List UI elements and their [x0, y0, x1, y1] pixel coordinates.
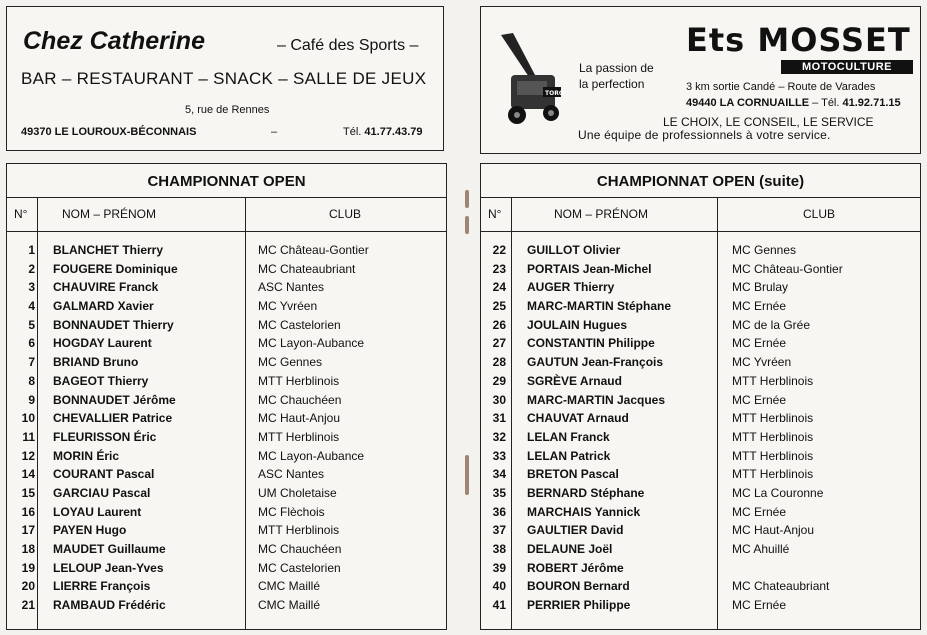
table-row	[481, 542, 920, 561]
table-row	[7, 561, 446, 580]
rider-name: ROBERT Jérôme	[527, 560, 624, 575]
table-row	[7, 374, 446, 393]
ad-phone-number: 41.92.71.15	[842, 97, 901, 109]
table-row	[7, 486, 446, 505]
row-number: 4	[28, 299, 35, 314]
rider-name: LOYAU Laurent	[53, 504, 142, 519]
table-row	[481, 355, 920, 374]
table-row	[481, 243, 920, 262]
table-row	[7, 393, 446, 412]
ad-brand-prefix: Ets	[686, 21, 746, 59]
row-number: 41	[492, 598, 506, 613]
rider-name: SGRÈVE Arnaud	[527, 373, 622, 388]
staple-mark	[465, 455, 469, 495]
rider-name: GARCIAU Pascal	[53, 485, 151, 500]
lawn-mower-icon	[495, 31, 565, 131]
table-row	[7, 411, 446, 430]
row-number: 2	[28, 261, 35, 276]
ad-phone-number: 41.77.43.79	[364, 126, 423, 138]
table-row	[481, 299, 920, 318]
table-row	[7, 467, 446, 486]
ad-brand-name: MOSSET	[757, 21, 911, 59]
rider-name: BAGEOT Thierry	[53, 373, 149, 388]
club-name: MC Chateaubriant	[258, 261, 356, 276]
club-name: MC Gennes	[258, 355, 323, 370]
ad-separator: –	[271, 126, 278, 138]
club-name: MC La Couronne	[732, 485, 824, 500]
row-number: 35	[492, 485, 506, 500]
row-number: 3	[28, 280, 35, 295]
row-number: 12	[21, 448, 35, 463]
staple-mark	[465, 190, 469, 208]
row-number: 11	[22, 429, 35, 444]
ranking-table-left	[6, 163, 447, 630]
row-number: 20	[21, 579, 35, 594]
row-number: 25	[492, 299, 506, 314]
table-row	[7, 280, 446, 299]
row-number: 6	[28, 336, 35, 351]
table-row	[7, 243, 446, 262]
rider-name: CHAUVIRE Franck	[53, 280, 159, 295]
row-number: 21	[21, 598, 35, 613]
table-title: CHAMPIONNAT OPEN (suite)	[596, 173, 805, 190]
ad-tagline-2: la perfection	[579, 77, 645, 91]
row-number: 40	[492, 579, 506, 594]
rider-name: BRIAND Bruno	[53, 355, 139, 370]
rider-name: LELOUP Jean-Yves	[53, 560, 164, 575]
table-row	[481, 579, 920, 598]
rider-name: CHAUVAT Arnaud	[527, 411, 629, 426]
rider-name: CONSTANTIN Philippe	[527, 336, 655, 351]
table-header	[7, 197, 446, 232]
ad-phone-label: – Tél.	[812, 97, 840, 109]
ad-tagline-1: La passion de	[579, 61, 654, 75]
header-number: N°	[488, 207, 502, 221]
club-name: MC Chateaubriant	[732, 579, 830, 594]
rider-name: DELAUNE Joël	[527, 542, 613, 556]
row-number: 32	[492, 429, 506, 444]
ad-city: 49440 LA CORNUAILLE	[686, 97, 810, 109]
club-name: MC Ernée	[732, 598, 787, 613]
table-row	[7, 598, 446, 617]
rider-name: HOGDAY Laurent	[53, 336, 152, 351]
row-number: 15	[21, 485, 35, 500]
table-body	[481, 243, 920, 617]
table-row	[7, 542, 446, 561]
table-row	[7, 262, 446, 281]
row-number: 17	[21, 523, 35, 538]
club-name: MTT Herblinois	[732, 467, 814, 482]
ad-slogan-2: Une équipe de professionnels à votre service.	[578, 128, 831, 142]
club-name: MC Gennes	[732, 243, 797, 257]
ad-location: 3 km sortie Candé – Route de Varades	[686, 81, 876, 93]
table-row	[481, 523, 920, 542]
rider-name: MARC-MARTIN Jacques	[527, 392, 666, 407]
table-row	[481, 336, 920, 355]
row-number: 27	[492, 336, 506, 351]
rider-name: BLANCHET Thierry	[53, 243, 164, 257]
staple-mark	[465, 216, 469, 234]
club-name: MC Ahuillé	[732, 542, 790, 556]
table-row	[7, 523, 446, 542]
club-name: ASC Nantes	[258, 280, 325, 295]
ad-city: 49370 LE LOUROUX-BÉCONNAIS	[21, 126, 197, 138]
row-number: 38	[492, 542, 506, 556]
table-row	[481, 374, 920, 393]
rider-name: PORTAIS Jean-Michel	[527, 261, 652, 276]
table-header	[481, 197, 920, 232]
club-name: MC Flèchois	[258, 504, 325, 519]
club-name: MTT Herblinois	[732, 411, 814, 426]
club-name: MC Yvréen	[258, 299, 318, 314]
table-row	[7, 336, 446, 355]
rider-name: BOURON Bernard	[527, 579, 630, 594]
club-name: MC Ernée	[732, 504, 787, 519]
ad-brand	[686, 21, 911, 59]
rider-name: PAYEN Hugo	[53, 523, 127, 538]
table-row	[481, 505, 920, 524]
header-name: NOM – PRÉNOM	[62, 207, 157, 221]
row-number: 18	[21, 542, 35, 556]
ad-phone	[343, 126, 423, 138]
rider-name: LIERRE François	[53, 579, 151, 594]
table-row	[481, 561, 920, 580]
club-name: MTT Herblinois	[258, 429, 340, 444]
club-name: MC Château-Gontier	[732, 261, 843, 276]
rider-name: AUGER Thierry	[527, 280, 615, 295]
club-name: MC de la Grée	[732, 317, 811, 332]
ad-slogan-1: LE CHOIX, LE CONSEIL, LE SERVICE	[663, 115, 874, 129]
club-name: MC Castelorien	[258, 317, 341, 332]
table-row	[481, 449, 920, 468]
ad-city-phone	[686, 97, 901, 109]
club-name: CMC Maillé	[258, 579, 321, 594]
row-number: 23	[492, 261, 506, 276]
table-row	[7, 318, 446, 337]
row-number: 33	[492, 448, 506, 463]
club-name: MTT Herblinois	[732, 429, 814, 444]
table-row	[7, 430, 446, 449]
row-number: 19	[21, 560, 35, 575]
club-name: MC Château-Gontier	[258, 243, 369, 257]
club-name: MC Brulay	[732, 280, 789, 295]
club-name: MTT Herblinois	[732, 448, 814, 463]
row-number: 28	[492, 355, 506, 370]
club-name: MC Chauchéen	[258, 392, 342, 407]
row-number: 16	[21, 504, 35, 519]
ad-address: 5, rue de Rennes	[185, 104, 270, 116]
ad-subtitle: – Café des Sports –	[277, 37, 419, 54]
rider-name: RAMBAUD Frédéric	[53, 598, 166, 613]
club-name: MC Layon-Aubance	[258, 336, 365, 351]
table-row	[481, 486, 920, 505]
row-number: 36	[492, 504, 506, 519]
club-name: MC Ernée	[732, 392, 787, 407]
row-number: 7	[28, 355, 35, 370]
table-row	[481, 262, 920, 281]
club-name: MC Ernée	[732, 336, 787, 351]
table-row	[481, 393, 920, 412]
club-name: MC Castelorien	[258, 560, 341, 575]
rider-name: MORIN Éric	[53, 448, 120, 463]
club-name: CMC Maillé	[258, 598, 321, 613]
club-name: MTT Herblinois	[732, 373, 814, 388]
rider-name: BONNAUDET Jérôme	[53, 392, 176, 407]
row-number: 34	[492, 467, 506, 482]
table-row	[7, 299, 446, 318]
row-number: 9	[28, 392, 35, 407]
header-name: NOM – PRÉNOM	[554, 207, 649, 221]
table-row	[481, 318, 920, 337]
table-row	[7, 355, 446, 374]
rider-name: GUILLOT Olivier	[527, 243, 621, 257]
rider-name: PERRIER Philippe	[527, 598, 631, 613]
table-row	[481, 280, 920, 299]
row-number: 30	[492, 392, 506, 407]
row-number: 29	[492, 373, 506, 388]
rider-name: MARC-MARTIN Stéphane	[527, 299, 671, 314]
rider-name: GALMARD Xavier	[53, 299, 154, 314]
row-number: 31	[492, 411, 506, 426]
header-number: N°	[14, 207, 28, 221]
club-name: MTT Herblinois	[258, 523, 340, 538]
club-name: MC Yvréen	[732, 355, 792, 370]
table-body	[7, 243, 446, 617]
table-row	[7, 449, 446, 468]
ad-chez-catherine	[6, 6, 444, 151]
club-name: MC Layon-Aubance	[258, 448, 365, 463]
table-row	[481, 430, 920, 449]
row-number: 5	[28, 317, 35, 332]
row-number: 1	[28, 243, 35, 257]
row-number: 24	[492, 280, 506, 295]
row-number: 39	[492, 560, 506, 575]
rider-name: LELAN Patrick	[527, 448, 611, 463]
rider-name: BONNAUDET Thierry	[53, 317, 174, 332]
rider-name: BRETON Pascal	[527, 467, 619, 482]
rider-name: FLEURISSON Éric	[53, 429, 157, 444]
club-name: MC Haut-Anjou	[258, 411, 341, 426]
ad-mosset	[480, 6, 921, 154]
table-row	[481, 411, 920, 430]
rider-name: MARCHAIS Yannick	[527, 504, 641, 519]
rider-name: GAULTIER David	[527, 523, 624, 538]
club-name: UM Choletaise	[258, 485, 337, 500]
table-title: CHAMPIONNAT OPEN	[147, 173, 306, 190]
ad-phone-label: Tél.	[343, 126, 362, 138]
rider-name: FOUGERE Dominique	[53, 261, 178, 276]
table-row	[481, 598, 920, 617]
header-club: CLUB	[329, 207, 362, 221]
row-number: 8	[28, 373, 35, 388]
rider-name: COURANT Pascal	[53, 467, 155, 482]
header-club: CLUB	[803, 207, 836, 221]
club-name: MC Chauchéen	[258, 542, 342, 556]
rider-name: CHEVALLIER Patrice	[53, 411, 173, 426]
club-name: ASC Nantes	[258, 467, 325, 482]
table-row	[7, 505, 446, 524]
club-name: MTT Herblinois	[258, 373, 340, 388]
club-name: MC Haut-Anjou	[732, 523, 815, 538]
row-number: 14	[21, 467, 35, 482]
rider-name: BERNARD Stéphane	[527, 485, 645, 500]
ad-business-name: Chez Catherine	[23, 27, 205, 55]
rider-name: LELAN Franck	[527, 429, 610, 444]
table-row	[7, 579, 446, 598]
ad-brand-band: MOTOCULTURE	[781, 60, 913, 74]
row-number: 26	[492, 317, 506, 332]
toro-logo-text: TORO	[545, 90, 564, 97]
row-number: 10	[21, 411, 35, 426]
row-number: 37	[492, 523, 506, 538]
rider-name: JOULAIN Hugues	[527, 317, 628, 332]
rider-name: MAUDET Guillaume	[53, 542, 166, 556]
row-number: 22	[492, 243, 506, 257]
club-name: MC Ernée	[732, 299, 787, 314]
table-row	[481, 467, 920, 486]
ad-services: BAR – RESTAURANT – SNACK – SALLE DE JEUX	[21, 69, 427, 88]
ranking-table-right	[480, 163, 921, 630]
rider-name: GAUTUN Jean-François	[527, 355, 664, 370]
